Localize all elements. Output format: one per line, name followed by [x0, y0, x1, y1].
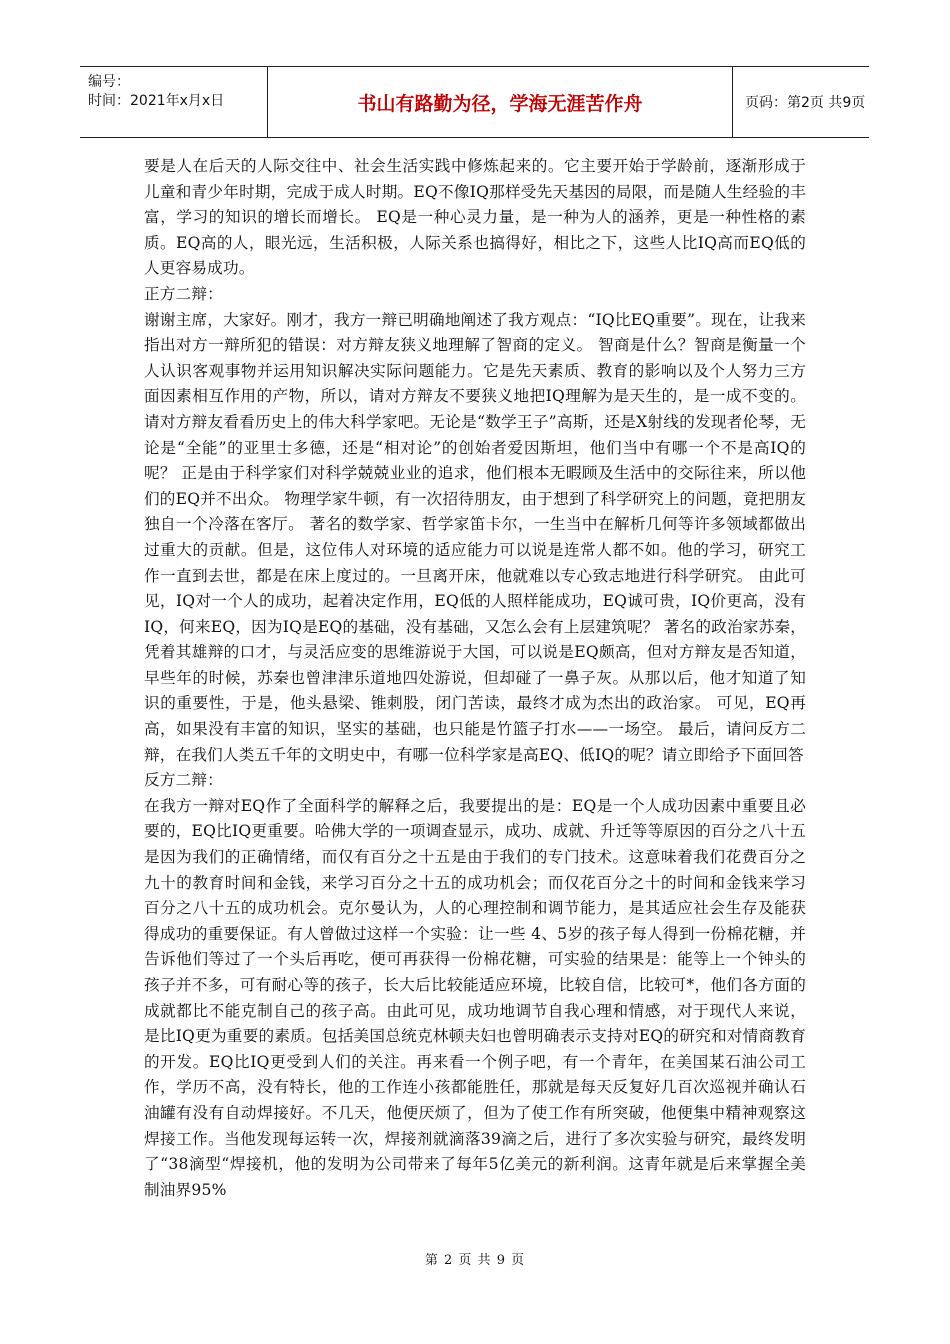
header-meta [80, 67, 268, 137]
paragraph-pro-second: 谢谢主席，大家好。刚才，我方一辩已明确地阐述了我方观点：“IQ比EQ重要”。现在，让我来指出对方一辩所犯的错误：对方辩友狭义地理解了智商的定义。 智商是什么？智商是衡量一个人认识客观事物并运用知识解决实际问题能力。它是先天素质、教育的影响以及个人努力三方面因素相互作用的产物，所以，请对方辩友不要狭义地把IQ理解为是天生的，是一成不变的。 请对方辩友看看历史上的伟大科学家吧。无论是“数学王子”高斯，还是X射线的发现者伦琴，无论是“全能”的亚里士多德，还是“相对论”的创始者爱因斯坦，他们当中有哪一个不是高IQ的呢？ 正是由于科学家们对科学兢兢业业的追求，他们根本无暇顾及生活中的交际往来，所以他们的EQ并不出众。 物理学家牛顿，有一次招待朋友，由于想到了科学研究上的问题，竟把朋友独自一个冷落在客厅。 著名的数学家、哲学家笛卡尔，一生当中在解析几何等许多领域都做出过重大的贡献。但是，这位伟人对环境的适应能力可以说是连常人都不如。他的学习，研究工作一直到去世，都是在床上度过的。一旦离开床，他就难以专心致志地进行科学研究。 由此可见，IQ对一个人的成功，起着决定作用，EQ低的人照样能成功，EQ诚可贵，IQ价更高，没有IQ，何来EQ，因为IQ是EQ的基础，没有基础，又怎么会有上层建筑呢？ 著名的政治家苏秦，凭着其雄辩的口才，与灵活应变的思维游说于大国，可以说是EQ颇高，但对方辩友是否知道，早些年的时候，苏秦也曾津津乐道地四处游说，但却碰了一鼻子灰。从那以后，他才知道了知识的重要性，于是，他头悬梁、锥刺股，闭门苦读，最终才成为杰出的政治家。 可见，EQ再高，如果没有丰富的知识，坚实的基础，也只能是竹篮子打水——一场空。 最后，请问反方二辩，在我们人类五千年的文明史中，有哪一位科学家是高EQ、低IQ的呢？请立即给予下面回答 [144, 310, 806, 764]
paragraph-intro: 要是人在后天的人际交往中、社会生活实践中修炼起来的。它主要开始于学龄前，逐渐形成于儿童和青少年时期，完成于成人时期。EQ不像IQ那样受先天基因的局限，而是随人生经验的丰富，学习的知识的增长而增长。 EQ是一种心灵力量，是一种为人的涵养，更是一种性格的素质。EQ高的人，眼光远，生活积极，人际关系也搞得好，相比之下，这些人比IQ高而EQ低的人更容易成功。 [144, 157, 806, 278]
header-motto: 书山有路勤为径，学海无涯苦作舟 [268, 67, 733, 137]
page-footer: 第 2 页 共 9 页 [424, 1253, 526, 1268]
paragraph-con-second: 在我方一辩对EQ作了全面科学的解释之后，我要提出的是：EQ是一个人成功因素中重要且必要的，EQ比IQ更重要。哈佛大学的一项调查显示，成功、成就、升迁等等原因的百分之八十五是因为我们的正确情绪，而仅有百分之十五是由于我们的专门技术。这意味着我们花费百分之九十的教育时间和金钱，来学习百分之十五的成功机会；而仅花百分之十的时间和金钱来学习百分之八十五的成功机会。克尔曼认为，人的心理控制和调节能力，是其适应社会生存及能获得成功的重要保证。有人曾做过这样一个实验：让一些 4、5岁的孩子每人得到一份棉花糖，并告诉他们等过了一个头后再吃，便可再获得一份棉花糖，可实验的结果是：能等上一个钟头的孩子并不多，可有耐心等的孩子，长大后比较能适应环境，比较自信，比较可*，他们各方面的成就都比不能克制自己的孩子高。由此可见，成功地调节自我心理和情感，对于现代人来说，是比IQ更为重要的素质。包括美国总统克林顿夫妇也曾明确表示支持对EQ的研究和对情商教育的开发。EQ比IQ更受到人们的关注。再来看一个例子吧，有一个青年，在美国某石油公司工作，学历不高，没有特长，他的工作连小孩都能胜任，那就是每天反复好几百次巡视并确认石油罐有没有自动焊接好。不几天，他便厌烦了，但为了使工作有所突破，他便集中精神观察这焊接工作。当他发现每运转一次，焊接剂就滴落39滴之后，进行了多次实验与研究，最终发明了“38滴型“焊接机，他的发明为公司带来了每年5亿美元的新利润。这青年就是后来掌握全美制油界95% [144, 796, 806, 1199]
header-page-info: 页码：第2页 共9页 [745, 95, 866, 111]
page-header [80, 66, 869, 138]
doc-number-label: 编号： [88, 74, 130, 90]
heading-con-second-debater: 反方二辩： [144, 771, 223, 790]
doc-time-label: 时间：2021年x月x日 [88, 93, 225, 109]
heading-pro-second-debater: 正方二辩： [144, 284, 223, 303]
document-body [144, 154, 806, 1203]
